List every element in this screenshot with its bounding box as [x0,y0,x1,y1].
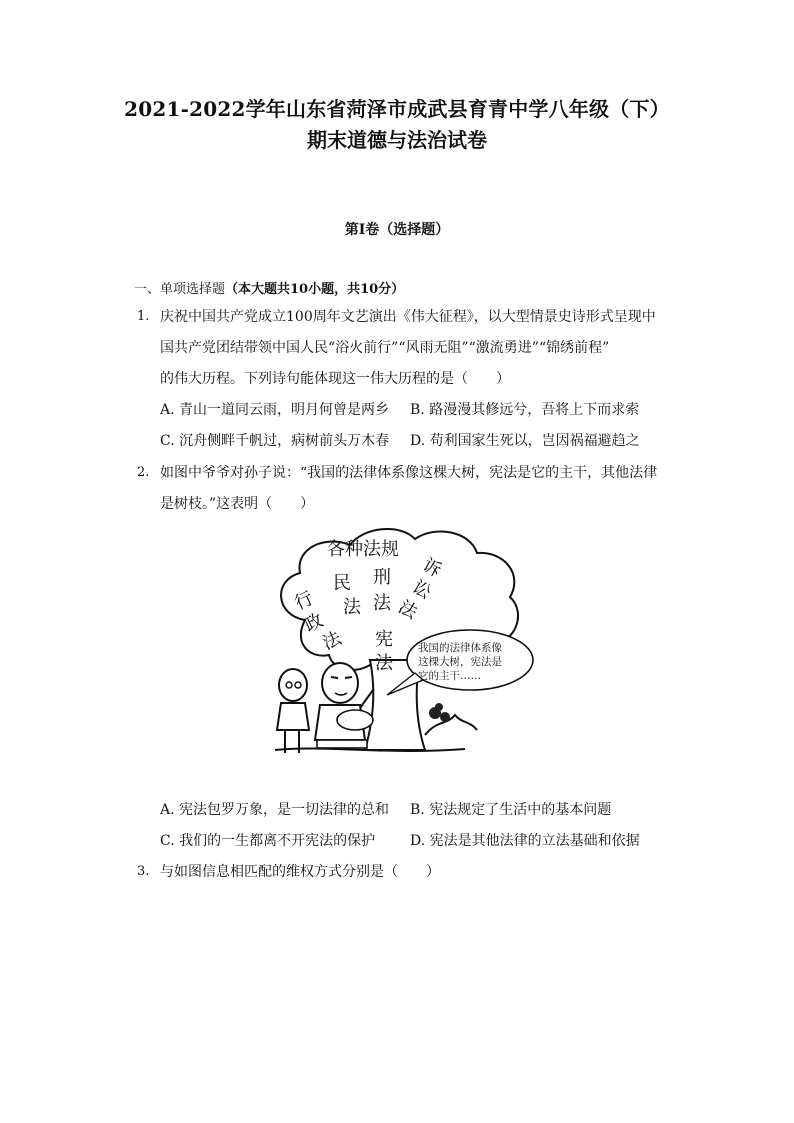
question-2-option-c: C. 我们的一生都离不开宪法的保护 [160,833,376,849]
branch-criminal-law-char1: 刑 [373,567,391,588]
section-title: 一、单项选择题 [134,282,226,297]
exam-title-line2: 期末道德与法治试卷 [307,128,487,152]
branch-procedure-law-char2: 讼 [408,576,435,604]
speech-bubble-line3: 它的主干…… [418,670,481,682]
question-1-option-d: D. 苟利国家生死以，岂因祸福避趋之 [410,433,640,449]
exam-title-line1: 2021-2022学年山东省菏泽市成武县育青中学八年级（下） [124,97,670,121]
question-1-line2: 国共产党团结带领中国人民“浴火前行”“风雨无阻”“激流勇进”“锦绣前程” [160,340,610,356]
question-2-option-a: A. 宪法包罗万象，是一切法律的总和 [160,802,390,818]
branch-admin-law-char1: 行 [291,587,317,615]
question-1-line1: 庆祝中国共产党成立100周年文艺演出《伟大征程》，以大型情景史诗形式呈现中 [160,309,656,325]
branch-criminal-law-char2: 法 [373,593,391,614]
branch-procedure-law-char3: 法 [394,596,421,624]
question-2-option-b: B. 宪法规定了生活中的基本问题 [410,802,612,818]
branch-admin-law-char2: 政 [301,609,327,637]
section-heading [134,278,404,297]
branch-admin-law-char3: 法 [319,627,345,655]
branch-procedure-law-char1: 诉 [418,554,445,582]
question-3-line1: 与如图信息相匹配的维权方式分别是（ ） [160,864,440,880]
speech-bubble-line1: 我国的法律体系像 [418,642,502,654]
trunk-constitution-char1: 宪 [375,629,393,650]
speech-bubble-line2: 这棵大树，宪法是 [418,656,502,668]
question-1-option-a: A. 青山一道同云雨，明月何曾是两乡 [160,402,390,418]
question-3-number: 3. [137,864,150,879]
branch-civil-law-char1: 民 [333,573,351,594]
question-2-line2: 是树枝。”这表明（ ） [160,496,315,512]
trunk-constitution-char2: 法 [375,653,393,674]
canopy-text-regulations: 各种法规 [327,539,399,560]
question-2-number: 2. [137,465,150,480]
question-2-line1: 如图中爷爷对孙子说：“我国的法律体系像这棵大树，宪法是它的主干，其他法律 [160,465,658,481]
question-1-number: 1. [137,309,150,324]
question-2-option-d: D. 宪法是其他法律的立法基础和依据 [410,833,640,849]
section-note: （本大题共10小题，共10分） [225,282,405,297]
question-1-option-c: C. 沉舟侧畔千帆过，病树前头万木春 [160,433,390,449]
question-1-option-b: B. 路漫漫其修远兮，吾将上下而求索 [410,402,640,418]
volume-heading: 第I卷（选择题） [344,222,450,238]
branch-civil-law-char2: 法 [343,597,361,618]
law-tree-illustration [265,525,535,770]
question-1-line3: 的伟大历程。下列诗句能体现这一伟大历程的是（ ） [160,371,510,387]
